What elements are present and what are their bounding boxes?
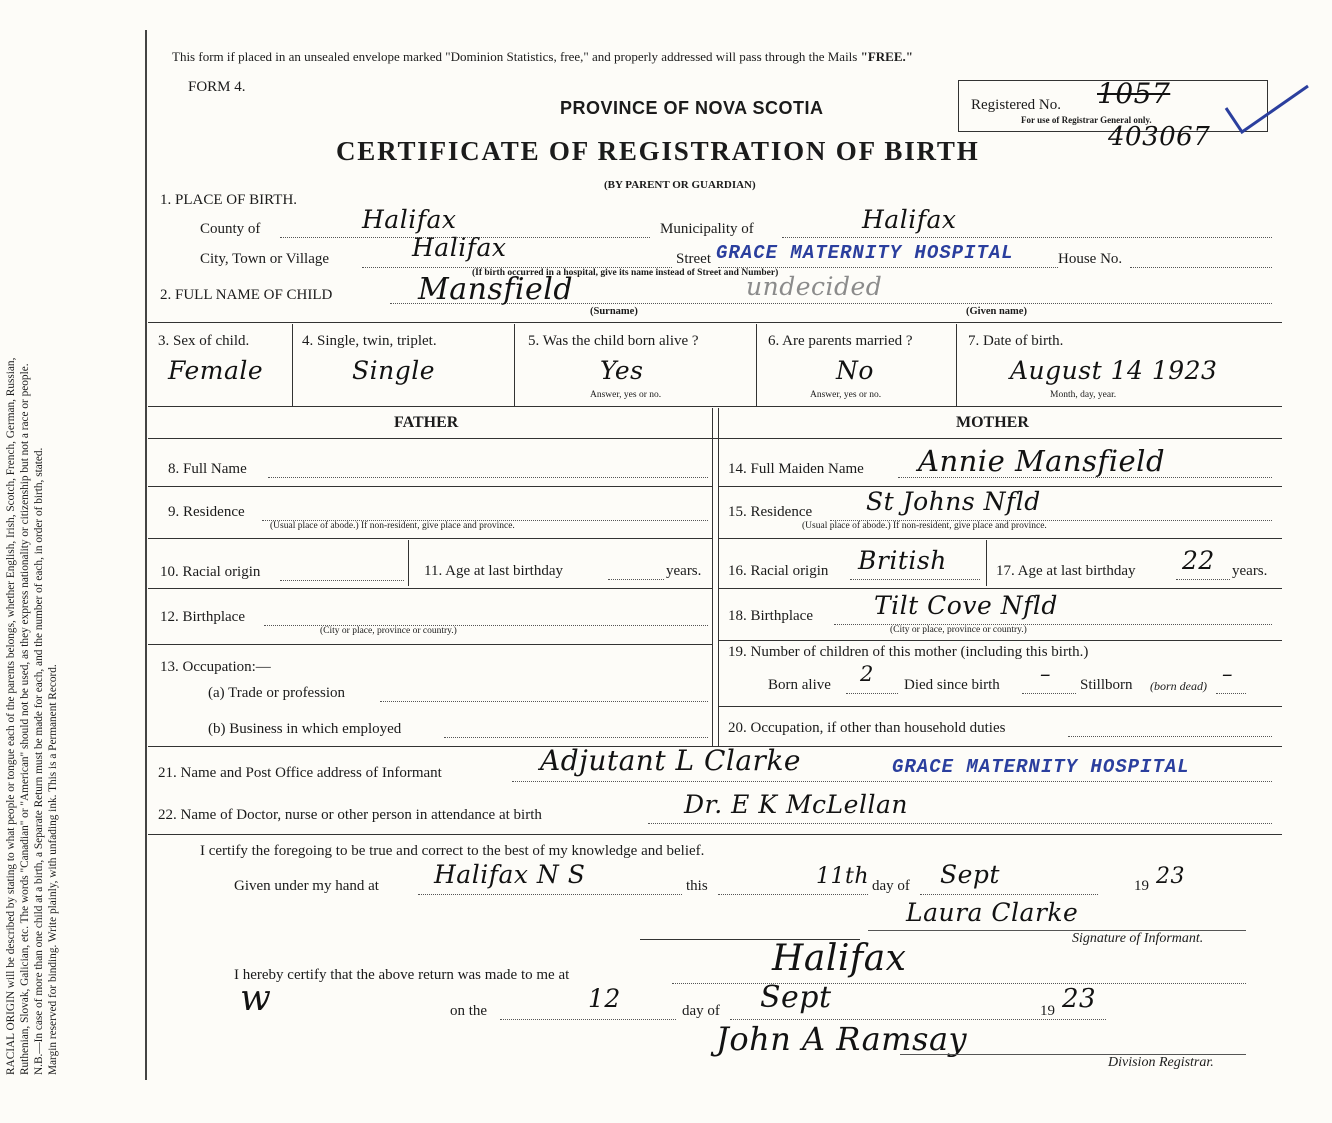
informant-label: 21. Name and Post Office address of Informant	[158, 765, 442, 781]
rule	[718, 706, 1282, 707]
margin-line: N.B.—In case of more than one child at a birth, a Separate Return must be made for each, and the number of each, in order of birth, stated.	[33, 447, 45, 1075]
page-title: CERTIFICATE OF REGISTRATION OF BIRTH	[336, 136, 980, 166]
married-value: No	[836, 356, 874, 385]
given-day: 11th	[816, 864, 870, 889]
street-label: Street	[676, 251, 711, 267]
rule	[148, 486, 712, 487]
father-birthplace-label: 12. Birthplace	[160, 609, 245, 625]
municipality-label: Municipality of	[660, 221, 754, 237]
registered-note: For use of Registrar General only.	[1021, 115, 1152, 125]
rule	[956, 324, 957, 406]
given-month: Sept	[940, 860, 1000, 889]
mother-racial-line	[850, 579, 980, 580]
registered-number: 403067	[1108, 122, 1211, 152]
given-year: 23	[1156, 864, 1185, 889]
mother-age-label: 17. Age at last birthday	[996, 563, 1136, 579]
mother-age-value: 22	[1182, 546, 1215, 575]
rule	[148, 588, 712, 589]
county-label: County of	[200, 221, 261, 237]
mother-heading: MOTHER	[956, 414, 1029, 431]
died-value: –	[1040, 662, 1051, 686]
informant-address: GRACE MATERNITY HOSPITAL	[892, 756, 1190, 778]
mother-birthplace-value: Tilt Cove Nfld	[874, 591, 1058, 620]
mother-birthplace-note: (City or place, province or country.)	[890, 625, 1027, 635]
mother-racial-label: 16. Racial origin	[728, 563, 829, 579]
father-racial-label: 10. Racial origin	[160, 564, 261, 580]
sex-label: 3. Sex of child.	[158, 333, 250, 349]
rule	[718, 640, 1282, 641]
father-trade-label: (a) Trade or profession	[208, 685, 346, 701]
mother-name-value: Annie Mansfield	[918, 444, 1166, 478]
postal-notice	[172, 49, 913, 65]
registrar-year-prefix: 19	[1040, 1003, 1055, 1019]
mother-residence-value: St Johns Nfld	[866, 487, 1041, 516]
check-mark-icon	[1222, 80, 1312, 140]
registrar-day-line	[500, 1019, 676, 1020]
notice-text: This form if placed in an unsealed envelope marked "Dominion Statistics, free," and properly addressed will pass through the Mails	[172, 49, 861, 64]
given-label: Given under my hand at	[234, 878, 379, 894]
registrar-day-of-label: day of	[682, 1003, 720, 1019]
street-value: GRACE MATERNITY HOSPITAL	[716, 242, 1014, 264]
rule	[986, 540, 987, 586]
father-age-line	[608, 579, 664, 580]
died-line	[1022, 693, 1076, 694]
rule	[292, 324, 293, 406]
child-name-label: 2. FULL NAME OF CHILD	[160, 287, 333, 303]
given-label: (Given name)	[966, 306, 1027, 317]
registrar-place: Halifax	[772, 938, 907, 979]
registered-label: Registered No.	[971, 97, 1061, 113]
stillborn-note: (born dead)	[1150, 679, 1207, 693]
mother-years: years.	[1232, 563, 1268, 579]
registrar-place-line	[672, 983, 1246, 984]
mother-residence-label: 15. Residence	[728, 504, 813, 520]
form-number: FORM 4.	[188, 79, 246, 95]
sex-value: Female	[168, 356, 264, 385]
rule	[148, 438, 1282, 439]
father-age-label: 11. Age at last birthday	[424, 563, 563, 579]
registrar-signature-label: Division Registrar.	[1108, 1055, 1214, 1070]
rule	[718, 538, 1282, 539]
place-heading: 1. PLACE OF BIRTH.	[160, 192, 298, 208]
informant-line	[512, 781, 1272, 782]
rule	[514, 324, 515, 406]
margin-instructions	[4, 35, 60, 1075]
registered-number-struck: 1057	[1097, 77, 1171, 110]
informant-signature-label: Signature of Informant.	[1072, 931, 1204, 946]
father-name-label: 8. Full Name	[168, 461, 247, 477]
father-racial-line	[280, 580, 404, 581]
province-heading: PROVINCE OF NOVA SCOTIA	[560, 98, 824, 118]
mother-name-label: 14. Full Maiden Name	[728, 461, 864, 477]
stillborn-line	[1216, 693, 1246, 694]
informant-name: Adjutant L Clarke	[540, 744, 801, 777]
plurality-label: 4. Single, twin, triplet.	[302, 333, 437, 349]
died-label: Died since birth	[904, 677, 1000, 693]
registrar-initial: w	[240, 978, 272, 1019]
house-line	[1130, 267, 1272, 268]
rule	[408, 540, 409, 586]
given-place-line	[418, 894, 682, 895]
registrar-day: 12	[588, 984, 621, 1013]
doctor-line	[648, 823, 1272, 824]
binding-rule	[145, 30, 147, 1080]
mother-age-line	[1176, 579, 1230, 580]
doctor-label: 22. Name of Doctor, nurse or other person in attendance at birth	[158, 807, 542, 823]
father-trade-line	[380, 701, 708, 702]
mother-occupation-line	[1068, 736, 1272, 737]
children-label: 19. Number of children of this mother (including this birth.)	[728, 644, 1089, 660]
registrar-text: I hereby certify that the above return was made to me at	[234, 967, 570, 983]
father-business-line	[444, 737, 708, 738]
born-alive-value: 2	[860, 662, 874, 686]
child-given: undecided	[746, 272, 883, 301]
mother-racial-value: British	[858, 546, 947, 575]
stillborn-label: Stillborn	[1080, 677, 1133, 693]
rule	[148, 644, 712, 645]
rule	[148, 538, 712, 539]
given-day-line	[718, 894, 868, 895]
father-birthplace-note: (City or place, province or country.)	[320, 626, 457, 636]
father-years: years.	[666, 563, 702, 579]
registrar-signature: John A Ramsay	[716, 1020, 968, 1058]
given-day-of-label: day of	[872, 878, 910, 894]
born-alive-label: Born alive	[768, 677, 831, 693]
margin-line: RACIAL ORIGIN will be described by stating to what people or tongue each of the parents belongs, whether English, Irish, Scotch, French, German, Russian,	[5, 357, 17, 1075]
alive-label: 5. Was the child born alive ?	[528, 333, 699, 349]
born-alive-line	[846, 693, 898, 694]
city-label: City, Town or Village	[200, 251, 330, 267]
given-month-line	[920, 894, 1098, 895]
rule	[148, 834, 1282, 835]
married-label: 6. Are parents married ?	[768, 333, 913, 349]
father-residence-note: (Usual place of abode.) If non-resident, give place and province.	[270, 521, 515, 531]
rule	[712, 408, 713, 746]
surname-label: (Surname)	[590, 306, 638, 317]
father-residence-label: 9. Residence	[168, 504, 245, 520]
rule	[148, 406, 1282, 407]
doctor-value: Dr. E K McLellan	[684, 790, 908, 819]
page-subtitle: (BY PARENT OR GUARDIAN)	[604, 179, 756, 191]
this-label: this	[686, 878, 708, 894]
mother-residence-note: (Usual place of abode.) If non-resident, give place and province.	[802, 521, 1047, 531]
dob-label: 7. Date of birth.	[968, 333, 1064, 349]
county-value: Halifax	[362, 205, 457, 234]
rule	[756, 324, 757, 406]
father-heading: FATHER	[394, 414, 459, 431]
given-place: Halifax N S	[434, 860, 586, 889]
registrar-month: Sept	[760, 980, 832, 1015]
rule	[148, 322, 1282, 323]
municipality-line	[782, 237, 1272, 238]
municipality-value: Halifax	[862, 205, 957, 234]
married-note: Answer, yes or no.	[810, 390, 882, 400]
hospital-note: (If birth occurred in a hospital, give its name instead of Street and Number)	[472, 268, 779, 278]
alive-note: Answer, yes or no.	[590, 390, 662, 400]
margin-line: Margin reserved for binding. Write plainly, with unfading ink. This is a Permanent Record.	[47, 664, 59, 1075]
father-business-label: (b) Business in which employed	[208, 721, 402, 737]
city-value: Halifax	[412, 233, 507, 262]
margin-line: Ruthenian, Slovak, Galician, etc. The words "Canadian" or "American" should not be used, as they express nationality or citizenship but not a race or people.	[19, 363, 31, 1075]
registrar-on-label: on the	[450, 1003, 488, 1019]
child-surname: Mansfield	[418, 272, 574, 307]
certify-text: I certify the foregoing to be true and correct to the best of my knowledge and belief.	[200, 843, 705, 859]
stillborn-value: –	[1222, 662, 1233, 686]
rule	[718, 588, 1282, 589]
house-label: House No.	[1058, 251, 1123, 267]
dob-value: August 14 1923	[1010, 356, 1218, 385]
given-year-prefix: 19	[1134, 878, 1149, 894]
mother-birthplace-label: 18. Birthplace	[728, 608, 813, 624]
rule	[718, 408, 719, 746]
dob-note: Month, day, year.	[1050, 390, 1117, 400]
plurality-value: Single	[352, 356, 436, 385]
registrar-year: 23	[1062, 984, 1097, 1014]
notice-free: "FREE."	[860, 49, 913, 64]
father-occupation-label: 13. Occupation:—	[160, 659, 271, 675]
alive-value: Yes	[600, 356, 644, 385]
informant-signature: Laura Clarke	[906, 898, 1079, 927]
father-name-line	[268, 477, 708, 478]
mother-occupation-label: 20. Occupation, if other than household duties	[728, 720, 1006, 736]
